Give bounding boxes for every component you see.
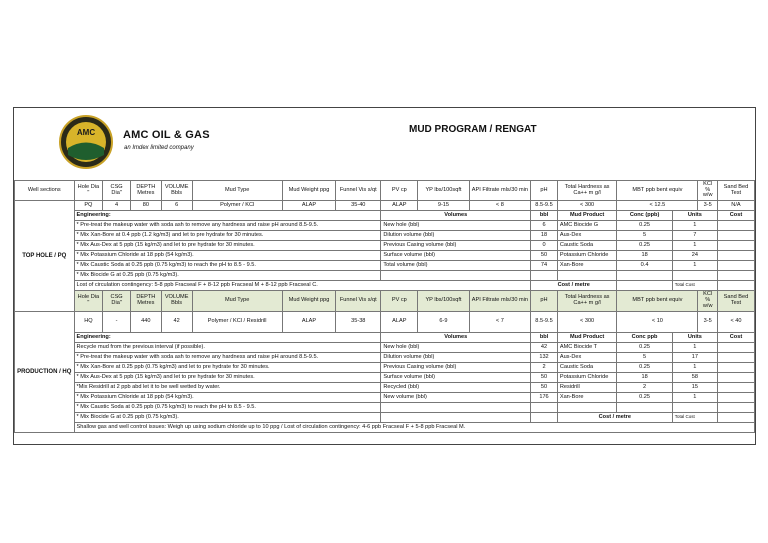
tophole-note-row xyxy=(15,221,755,231)
product-conc: 0.25 xyxy=(617,363,672,373)
table-cell: 6-9 xyxy=(418,312,469,333)
table-cell: 6 xyxy=(161,201,192,211)
product-units: 24 xyxy=(672,251,717,261)
volume-value: 2 xyxy=(531,363,558,373)
company-subtitle: an Imdex limited company xyxy=(124,145,194,151)
product-name: Potassium Chloride xyxy=(557,251,617,261)
engineering-label: Engineering: xyxy=(74,333,381,343)
col-header: Hole Dia " xyxy=(74,181,103,201)
note-text: * Mix Aus-Dex at 5 ppb (15 kg/m3) and let to pre hydrate for 30 minutes. xyxy=(74,241,381,251)
col-header: API Filtrate mls/30 min xyxy=(469,291,531,312)
conc-header: Conc (ppb) xyxy=(617,211,672,221)
product-name: AMC Biocide T xyxy=(557,343,617,353)
product-name: Caustic Soda xyxy=(557,363,617,373)
product-cost xyxy=(717,261,754,271)
product-units: 1 xyxy=(672,241,717,251)
note-text: * Mix Caustic Soda at 0.25 ppb (0.75 kg/m3) to reach the pH to 8.5 - 9.5. xyxy=(74,403,381,413)
table-cell: - xyxy=(103,312,131,333)
col-header: KCl % w/w xyxy=(698,181,718,201)
product-cost xyxy=(717,251,754,261)
col-header: CSG Dia" xyxy=(103,291,131,312)
product-name: Potassium Chloride xyxy=(557,373,617,383)
table-cell: ALAP xyxy=(381,312,418,333)
product-name: Xan-Bore xyxy=(557,261,617,271)
col-header: PV cp xyxy=(381,181,418,201)
volume-value: 50 xyxy=(531,251,558,261)
note-text: * Mix Potassium Chloride at 18 ppb (54 kg/m3). xyxy=(74,393,381,403)
production-note-row xyxy=(15,383,755,393)
table-cell: 9-15 xyxy=(418,201,469,211)
page-title: MUD PROGRAM / RENGAT xyxy=(409,124,537,135)
table-cell: ALAP xyxy=(282,201,335,211)
cost-per-metre-label: Cost / metre xyxy=(557,413,672,423)
col-header: MBT ppb bent equiv xyxy=(617,181,698,201)
col-header: Funnel Vis s/qt xyxy=(336,181,381,201)
note-text: * Pre-treat the makeup water with soda ash to remove any hardness and raise pH around 8.5-9.5. xyxy=(74,353,381,363)
production-engineering-row xyxy=(15,333,755,343)
volume-value: 176 xyxy=(531,393,558,403)
product-conc: 18 xyxy=(617,373,672,383)
production-note-row xyxy=(15,413,755,423)
product-cost xyxy=(717,231,754,241)
col-header: Mud Weight ppg xyxy=(282,291,335,312)
note-text: * Pre-treat the makeup water with soda ash to remove any hardness and raise pH around 8.5-9.5. xyxy=(74,221,381,231)
bbl-header: bbl xyxy=(531,211,558,221)
col-header: Total Hardness as Ca++ m g/l xyxy=(557,181,617,201)
table-cell: < 7 xyxy=(469,312,531,333)
col-header: VOLUME Bbls xyxy=(161,291,192,312)
col-header: Total Hardness as Ca++ m g/l xyxy=(557,291,617,312)
col-header: YP lbs/100sqft xyxy=(418,291,469,312)
product-units: 58 xyxy=(672,373,717,383)
col-header: Mud Weight ppg xyxy=(282,181,335,201)
note-text: * Mix Caustic Soda at 0.25 ppb (0.75 kg/m3) to reach the pH to 8.5 - 9.5. xyxy=(74,261,381,271)
volume-label: Previous Casing volume (bbl) xyxy=(381,363,531,373)
table-cell: < 300 xyxy=(557,201,617,211)
table-cell: PQ xyxy=(74,201,103,211)
product-cost xyxy=(717,353,754,363)
table-cell: Polymer / KCl / Residrill xyxy=(192,312,282,333)
product-units: 17 xyxy=(672,353,717,363)
conc-header: Conc ppb xyxy=(617,333,672,343)
cost-header: Cost xyxy=(717,333,754,343)
table-cell: 4 xyxy=(103,201,131,211)
product-units: 7 xyxy=(672,231,717,241)
volume-value: 6 xyxy=(531,221,558,231)
cost-header: Cost xyxy=(717,211,754,221)
table-cell: < 300 xyxy=(557,312,617,333)
table-cell: 42 xyxy=(161,312,192,333)
tophole-engineering-row xyxy=(15,211,755,221)
col-header: KCl % w/w xyxy=(698,291,718,312)
mud-table xyxy=(14,180,755,433)
table-cell: 35-40 xyxy=(336,201,381,211)
product-cost xyxy=(717,363,754,373)
tophole-note-row xyxy=(15,251,755,261)
product-name: AMC Biocide G xyxy=(557,221,617,231)
col-header: Sand Bed Test xyxy=(717,291,754,312)
logo-text: AMC xyxy=(76,128,96,137)
table-cell: < 40 xyxy=(717,312,754,333)
table-cell: < 10 xyxy=(617,312,698,333)
note-text: *Mix Residrill at 2 ppb abd let it to be well wetted by water. xyxy=(74,383,381,393)
volume-value: 0 xyxy=(531,241,558,251)
table-cell: N/A xyxy=(717,201,754,211)
note-text: * Mix Biocide G at 0.25 ppb (0.75 kg/m3). xyxy=(74,413,381,423)
production-note-row xyxy=(15,393,755,403)
section-production: PRODUCTION / HQ xyxy=(15,312,75,433)
production-note-row xyxy=(15,403,755,413)
mud-product-header: Mud Product xyxy=(557,333,617,343)
volume-value: 42 xyxy=(531,343,558,353)
col-header: Hole Dia " xyxy=(74,291,103,312)
product-cost xyxy=(717,221,754,231)
product-conc: 2 xyxy=(617,383,672,393)
table-cell: 80 xyxy=(130,201,161,211)
company-logo xyxy=(59,115,113,169)
col-header: pH xyxy=(531,291,558,312)
product-cost xyxy=(717,373,754,383)
col-header: DEPTH Metres xyxy=(130,291,161,312)
col-header: MBT ppb bent equiv xyxy=(617,291,698,312)
tophole-note-row xyxy=(15,271,755,281)
product-conc: 0.25 xyxy=(617,221,672,231)
product-name: Aus-Dex xyxy=(557,231,617,241)
product-conc: 0.25 xyxy=(617,241,672,251)
product-conc: 0.25 xyxy=(617,343,672,353)
mud-product-header: Mud Product xyxy=(557,211,617,221)
product-cost xyxy=(717,241,754,251)
product-units: 1 xyxy=(672,363,717,373)
col-header: Mud Type xyxy=(192,181,282,201)
volume-label: Previous Casing volume (bbl) xyxy=(381,241,531,251)
volumes-header: Volumes xyxy=(381,333,531,343)
tophole-contingency-row xyxy=(15,281,755,291)
contingency-text: Shallow gas and well control issues: Weigh up using sodium chloride up to 10 ppg / Lost of circulation contingency: 4-6 ppb Fracseal F + 5-8 ppb Fracseal M. xyxy=(74,423,754,433)
header xyxy=(14,108,755,180)
table-cell: 8.5-9.5 xyxy=(531,201,558,211)
table-cell: 440 xyxy=(130,312,161,333)
col-header: Funnel Vis s/qt xyxy=(336,291,381,312)
col-header: Sand Bed Test xyxy=(717,181,754,201)
volumes-header: Volumes xyxy=(381,211,531,221)
total-cost-label: Total Cost xyxy=(672,413,717,423)
product-cost xyxy=(717,383,754,393)
volume-value: 50 xyxy=(531,373,558,383)
product-conc: 18 xyxy=(617,251,672,261)
col-header: YP lbs/100sqft xyxy=(418,181,469,201)
col-header: Well sections xyxy=(15,181,75,201)
production-note-row xyxy=(15,343,755,353)
product-units: 1 xyxy=(672,343,717,353)
volume-label: New hole (bbl) xyxy=(381,343,531,353)
table-cell: 35-38 xyxy=(336,312,381,333)
table-cell: Polymer / KCl xyxy=(192,201,282,211)
note-text: Recycle mud from the previous interval (if possible). xyxy=(74,343,381,353)
production-note-row xyxy=(15,363,755,373)
volume-value: 18 xyxy=(531,231,558,241)
section-tophole: TOP HOLE / PQ xyxy=(15,201,75,312)
table-cell: < 8 xyxy=(469,201,531,211)
product-units: 1 xyxy=(672,221,717,231)
table-cell: 3-5 xyxy=(698,312,718,333)
product-units: 1 xyxy=(672,393,717,403)
product-cost xyxy=(717,393,754,403)
product-units: 1 xyxy=(672,261,717,271)
col-header: pH xyxy=(531,181,558,201)
note-text: * Mix Xan-Bore at 0.4 ppb (1.2 kg/m3) and let to pre hydrate for 30 minutes. xyxy=(74,231,381,241)
note-text: * Mix Biocide G at 0.25 ppb (0.75 kg/m3). xyxy=(74,271,381,281)
product-name: Aus-Dex xyxy=(557,353,617,363)
table-cell: HQ xyxy=(74,312,103,333)
volume-label: New volume (bbl) xyxy=(381,393,531,403)
table-cell: ALAP xyxy=(282,312,335,333)
tophole-values-row xyxy=(15,201,755,211)
mud-program-sheet xyxy=(13,107,756,445)
note-text: * Mix Aus-Dex at 5 ppb (15 kg/m3) and let to pre hydrate for 30 minutes. xyxy=(74,373,381,383)
product-cost xyxy=(717,343,754,353)
col-header: API Filtrate mls/30 min xyxy=(469,181,531,201)
product-units: 15 xyxy=(672,383,717,393)
table-header-row xyxy=(15,181,755,201)
engineering-label: Engineering: xyxy=(74,211,381,221)
production-header-row xyxy=(15,291,755,312)
volume-label: Total volume (bbl) xyxy=(381,261,531,271)
col-header: PV cp xyxy=(381,291,418,312)
table-cell: < 12.5 xyxy=(617,201,698,211)
col-header: DEPTH Metres xyxy=(130,181,161,201)
col-header: VOLUME Bbls xyxy=(161,181,192,201)
units-header: Units xyxy=(672,333,717,343)
volume-value: 74 xyxy=(531,261,558,271)
table-cell: 8.5-9.5 xyxy=(531,312,558,333)
note-text: * Mix Xan-Bore at 0.25 ppb (0.75 kg/m3) and let to pre hydrate for 30 minutes. xyxy=(74,363,381,373)
volume-label: Surface volume (bbl) xyxy=(381,373,531,383)
col-header: Mud Type xyxy=(192,291,282,312)
product-name: Caustic Soda xyxy=(557,241,617,251)
product-conc: 0.4 xyxy=(617,261,672,271)
production-values-row xyxy=(15,312,755,333)
product-conc: 5 xyxy=(617,231,672,241)
production-note-row xyxy=(15,373,755,383)
volume-label: Dilution volume (bbl) xyxy=(381,353,531,363)
cost-per-metre-label: Cost / metre xyxy=(531,281,617,291)
tophole-note-row xyxy=(15,241,755,251)
note-text: * Mix Potassium Chloride at 18 ppb (54 kg/m3). xyxy=(74,251,381,261)
table-cell: ALAP xyxy=(381,201,418,211)
product-conc: 0.25 xyxy=(617,393,672,403)
volume-label: Surface volume (bbl) xyxy=(381,251,531,261)
volume-value: 132 xyxy=(531,353,558,363)
company-name: AMC OIL & GAS xyxy=(123,129,210,141)
volume-label: Recycled (bbl) xyxy=(381,383,531,393)
col-header: CSG Dia" xyxy=(103,181,131,201)
product-name: Residrill xyxy=(557,383,617,393)
total-cost-label: Total Cost xyxy=(672,281,717,291)
product-conc: 5 xyxy=(617,353,672,363)
volume-label: Dilution volume (bbl) xyxy=(381,231,531,241)
production-contingency-row xyxy=(15,423,755,433)
contingency-text: Lost of circulation contingency: 5-8 ppb Fracseal F + 8-12 ppb Fracseal M + 8-12 ppb Fracseal C. xyxy=(74,281,531,291)
units-header: Units xyxy=(672,211,717,221)
volume-value: 50 xyxy=(531,383,558,393)
bbl-header: bbl xyxy=(531,333,558,343)
product-name: Xan-Bore xyxy=(557,393,617,403)
tophole-note-row xyxy=(15,261,755,271)
table-cell: 3-5 xyxy=(698,201,718,211)
volume-label: New hole (bbl) xyxy=(381,221,531,231)
tophole-note-row xyxy=(15,231,755,241)
production-note-row xyxy=(15,353,755,363)
